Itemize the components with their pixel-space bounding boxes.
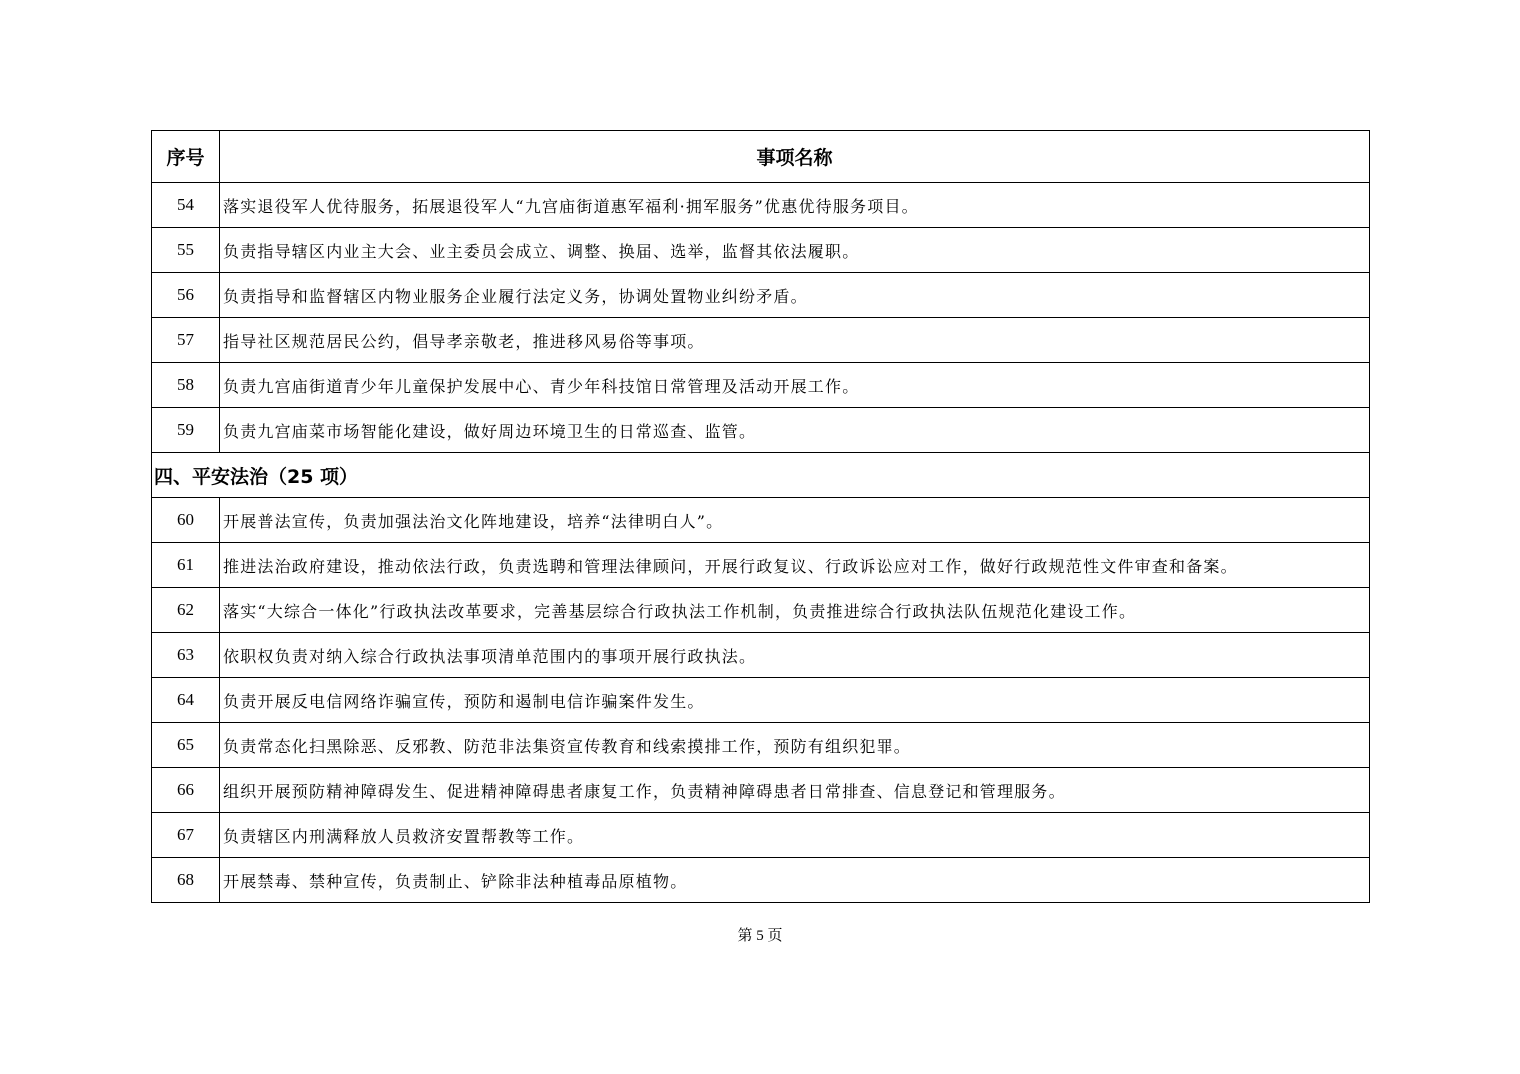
row-serial-number: 62 bbox=[152, 588, 220, 633]
table-row bbox=[152, 183, 1370, 228]
table-row bbox=[152, 588, 1370, 633]
row-serial-number: 66 bbox=[152, 768, 220, 813]
row-item-name: 负责九宫庙街道青少年儿童保护发展中心、青少年科技馆日常管理及活动开展工作。 bbox=[220, 363, 1370, 408]
row-serial-number: 64 bbox=[152, 678, 220, 723]
row-item-name: 负责指导辖区内业主大会、业主委员会成立、调整、换届、选举，监督其依法履职。 bbox=[220, 228, 1370, 273]
row-item-name: 依职权负责对纳入综合行政执法事项清单范围内的事项开展行政执法。 bbox=[220, 633, 1370, 678]
row-serial-number: 55 bbox=[152, 228, 220, 273]
table-row bbox=[152, 633, 1370, 678]
table-row bbox=[152, 408, 1370, 453]
row-serial-number: 68 bbox=[152, 858, 220, 903]
table-row bbox=[152, 678, 1370, 723]
header-serial-number: 序号 bbox=[152, 131, 220, 183]
row-item-name: 负责辖区内刑满释放人员救济安置帮教等工作。 bbox=[220, 813, 1370, 858]
table-row bbox=[152, 498, 1370, 543]
row-serial-number: 57 bbox=[152, 318, 220, 363]
row-serial-number: 59 bbox=[152, 408, 220, 453]
row-item-name: 落实“大综合一体化”行政执法改革要求，完善基层综合行政执法工作机制，负责推进综合行政执法队伍规范化建设工作。 bbox=[220, 588, 1370, 633]
table-row bbox=[152, 273, 1370, 318]
row-item-name: 负责常态化扫黑除恶、反邪教、防范非法集资宣传教育和线索摸排工作，预防有组织犯罪。 bbox=[220, 723, 1370, 768]
table-row bbox=[152, 813, 1370, 858]
table-header-row bbox=[152, 131, 1370, 183]
matters-table-container bbox=[151, 130, 1369, 903]
section-heading: 四、平安法治（25 项） bbox=[152, 453, 1370, 498]
row-item-name: 开展禁毒、禁种宣传，负责制止、铲除非法种植毒品原植物。 bbox=[220, 858, 1370, 903]
table-row bbox=[152, 723, 1370, 768]
table-row bbox=[152, 228, 1370, 273]
row-item-name: 落实退役军人优待服务，拓展退役军人“九宫庙街道惠军福利·拥军服务”优惠优待服务项目。 bbox=[220, 183, 1370, 228]
table-row bbox=[152, 768, 1370, 813]
row-serial-number: 58 bbox=[152, 363, 220, 408]
row-serial-number: 56 bbox=[152, 273, 220, 318]
row-serial-number: 60 bbox=[152, 498, 220, 543]
section-heading-row bbox=[152, 453, 1370, 498]
row-item-name: 负责开展反电信网络诈骗宣传，预防和遏制电信诈骗案件发生。 bbox=[220, 678, 1370, 723]
table-body bbox=[152, 183, 1370, 903]
row-serial-number: 67 bbox=[152, 813, 220, 858]
row-serial-number: 63 bbox=[152, 633, 220, 678]
row-item-name: 负责指导和监督辖区内物业服务企业履行法定义务，协调处置物业纠纷矛盾。 bbox=[220, 273, 1370, 318]
row-item-name: 组织开展预防精神障碍发生、促进精神障碍患者康复工作，负责精神障碍患者日常排查、信息登记和管理服务。 bbox=[220, 768, 1370, 813]
page-number: 第 5 页 bbox=[737, 928, 783, 944]
row-item-name: 推进法治政府建设，推动依法行政，负责选聘和管理法律顾问，开展行政复议、行政诉讼应对工作，做好行政规范性文件审查和备案。 bbox=[220, 543, 1370, 588]
table-row bbox=[152, 318, 1370, 363]
row-item-name: 负责九宫庙菜市场智能化建设，做好周边环境卫生的日常巡查、监管。 bbox=[220, 408, 1370, 453]
row-item-name: 指导社区规范居民公约，倡导孝亲敬老，推进移风易俗等事项。 bbox=[220, 318, 1370, 363]
table-row bbox=[152, 543, 1370, 588]
table-row bbox=[152, 363, 1370, 408]
table-row bbox=[152, 858, 1370, 903]
header-item-name: 事项名称 bbox=[220, 131, 1370, 183]
row-item-name: 开展普法宣传，负责加强法治文化阵地建设，培养“法律明白人”。 bbox=[220, 498, 1370, 543]
row-serial-number: 54 bbox=[152, 183, 220, 228]
matters-table bbox=[151, 130, 1370, 903]
row-serial-number: 65 bbox=[152, 723, 220, 768]
row-serial-number: 61 bbox=[152, 543, 220, 588]
